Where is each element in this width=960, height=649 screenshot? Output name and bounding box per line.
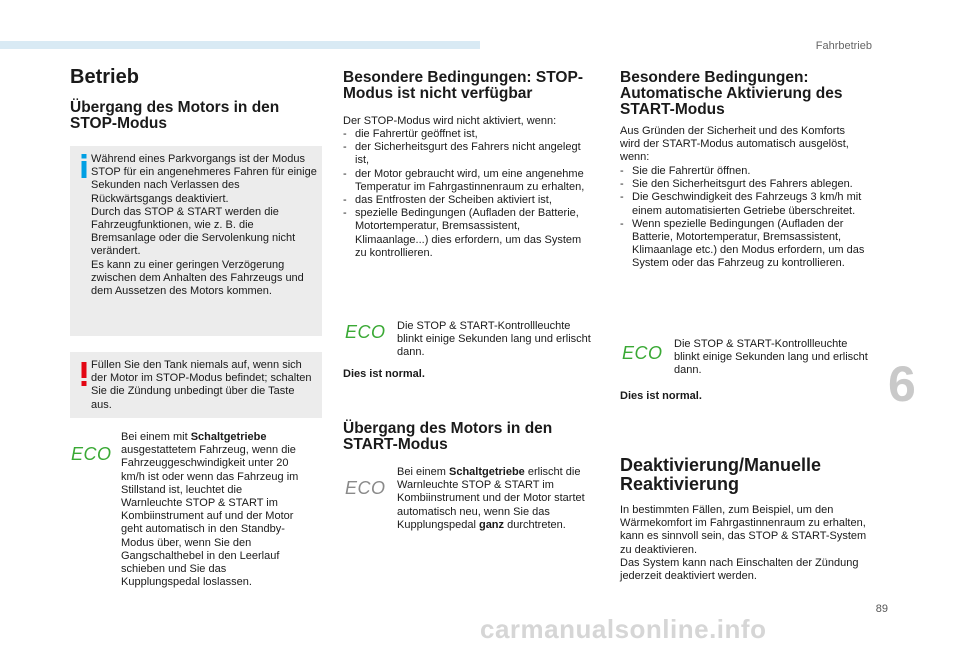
- info-text: Während eines Parkvorgangs ist der Modus STOP für ein angenehmeres Fahren für einige Sekunden nach Verlassen des Rückwärtsgangs deaktiviert. Durch das STOP & START werden die Fahrzeugfunktionen, wie z. B. die Bremsanlage oder die Servolenkung nicht verändert. Es kann zu einer geringen Verzögerung zwischen dem Anhalten des Fahrzeugs und dem Aussetzen des Motors kommen.: [91, 153, 317, 298]
- start-mode-title: Übergang des Motors in den START-Modus: [343, 420, 553, 453]
- auto-start-title: Besondere Bedingungen: Automatische Aktivierung des START-Modus: [620, 69, 843, 118]
- list-item: - Sie die Fahrertür öffnen.: [620, 165, 870, 178]
- svg-text:ECO: ECO: [71, 444, 112, 464]
- deactivation-title: Deaktivierung/Manuelle Reaktivierung: [620, 455, 822, 494]
- deactivation-text: In bestimmten Fällen, zum Beispiel, um den Wärmekomfort im Fahrgastinnenraum zu erhalten, kann es sinnvoll sein, das STOP & START-System zu deaktivieren. Das System kann nach Einschalten der Zündung jederzeit deaktiviert werden.: [620, 504, 867, 583]
- subtitle-stop-mode: Übergang des Motors in den STOP-Modus: [70, 99, 280, 132]
- eco-blink-text: Die STOP & START-Kontrollleuchte blinkt einige Sekunden lang und erlischt dann.: [674, 338, 868, 377]
- info-icon: [80, 154, 88, 178]
- list-item: - der Sicherheitsgurt des Fahrers nicht angelegt ist,: [343, 141, 593, 167]
- svg-text:ECO: ECO: [345, 478, 386, 498]
- section-label: Fahrbetrieb: [815, 40, 872, 52]
- list-item: - der Motor gebraucht wird, um eine angenehme Temperatur im Fahrgastinnenraum zu erhalten,: [343, 168, 593, 194]
- auto-start-intro: Aus Gründen der Sicherheit und des Komforts wird der START-Modus automatisch ausgelöst, wenn:: [620, 125, 849, 164]
- svg-text:ECO: ECO: [622, 343, 663, 363]
- stop-unavailable-title: Besondere Bedingungen: STOP-Modus ist nicht verfügbar: [343, 69, 583, 102]
- eco-icon: [344, 478, 392, 498]
- list-item: - das Entfrosten der Scheiben aktiviert ist,: [343, 194, 593, 207]
- auto-start-list: [620, 165, 870, 271]
- list-item: - Die Geschwindigkeit des Fahrzeugs 3 km/h mit einem automatisierten Getriebe überschreitet.: [620, 191, 870, 217]
- eco-manual-text: Bei einem mit Schaltgetriebe ausgestattetem Fahrzeug, wenn die Fahrzeuggeschwindigkeit unter 20 km/h ist oder wenn das Fahrzeug im Stillstand ist, leuchtet die Warnleuchte STOP & START im Kombiinstrument auf und der Motor geht automatisch in den Standby-Modus über, wenn Sie den Gangschalthebel in den Leerlauf schieben und Sie das Kupplungspedal loslassen.: [121, 431, 299, 589]
- stop-unavailable-list: [343, 128, 593, 260]
- svg-text:ECO: ECO: [345, 322, 386, 342]
- eco-icon: [621, 343, 669, 363]
- header-bar: [0, 41, 480, 49]
- list-item: - Sie den Sicherheitsgurt des Fahrers ablegen.: [620, 178, 870, 191]
- normal-note: Dies ist normal.: [620, 390, 702, 402]
- info-box: [70, 146, 322, 336]
- watermark: carmanualsonline.info: [480, 614, 767, 644]
- eco-icon: [344, 322, 392, 342]
- normal-note: Dies ist normal.: [343, 368, 425, 380]
- warning-box: [70, 352, 322, 418]
- eco-start-text: Bei einem Schaltgetriebe erlischt die Warnleuchte STOP & START im Kombiinstrument und der Motor startet automatisch neu, wenn Sie das Kupplungspedal ganz durchtreten.: [397, 466, 585, 531]
- list-item: - die Fahrertür geöffnet ist,: [343, 128, 593, 141]
- page-title: Betrieb: [70, 66, 139, 88]
- page-number: 89: [875, 603, 888, 615]
- warning-icon: [80, 362, 88, 386]
- list-item: - spezielle Bedingungen (Aufladen der Batterie, Motortemperatur, Bremsassistent, Klimaanlage...) dies erfordern, um das System zu kontrollieren.: [343, 207, 593, 260]
- chapter-number: 6: [888, 356, 916, 412]
- eco-blink-text: Die STOP & START-Kontrollleuchte blinkt einige Sekunden lang und erlischt dann.: [397, 320, 591, 359]
- stop-unavailable-intro: Der STOP-Modus wird nicht aktiviert, wenn:: [343, 115, 557, 127]
- list-item: - Wenn spezielle Bedingungen (Aufladen der Batterie, Motortemperatur, Bremsassistent, Klimaanlage etc.) den Modus erfordern, um das System oder das Fahrzeug zu kontrollieren.: [620, 218, 870, 271]
- warning-text: Füllen Sie den Tank niemals auf, wenn sich der Motor im STOP-Modus befindet; schalten Sie die Zündung unbedingt über die Taste aus.: [91, 359, 312, 411]
- eco-icon: [70, 444, 118, 464]
